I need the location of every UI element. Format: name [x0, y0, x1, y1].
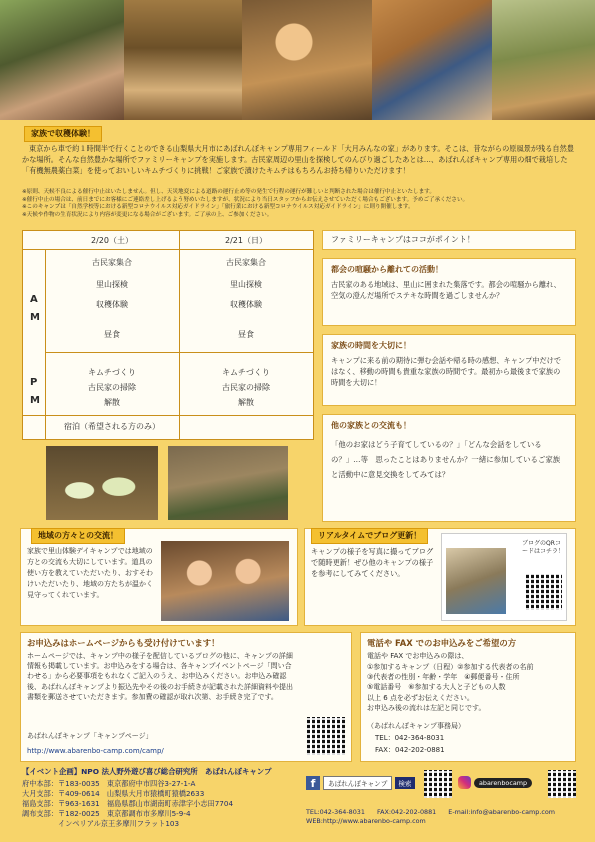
blog-body: キャンプの様子を写真に撮ってブログで随時更新！ぜひ他のキャンプの様子を参考にしてみてください。 [311, 547, 434, 578]
points-title: ファミリーキャンプはココがポイント！ [331, 235, 475, 244]
footer-tel[interactable]: TEL:042-364-8031 [306, 808, 365, 816]
local-heading: 地域の方々との交流！ [31, 528, 125, 544]
apply-web-heading: お申込みはホームページからも受け付けています！ [27, 638, 220, 648]
point-heading: 都会の喧騒から離れての活動！ [331, 265, 443, 274]
day1-am [45, 257, 179, 340]
point-body: 古民家のある地域は、里山に囲まれた集落です。都会の喧騒から離れ、空気の澄んだ場所でステキな時間を過ごしませんか？ [331, 280, 561, 300]
apply-phone-item: お申込み後の流れは左記と同じです。 [367, 703, 486, 712]
footer-offices [22, 779, 272, 829]
point-heading: 家族の時間を大切に！ [331, 341, 411, 350]
schedule-item: 昼食 [238, 330, 254, 339]
website-qr-code[interactable] [307, 717, 345, 755]
note: ※このキャンプは「自然学校等における新型コロナウイルス対応ガイドライン」「旅行業における新型コロナウイルス対応ガイドライン」に則り開催します。 [22, 204, 414, 211]
apply-phone-heading: 電話や FAX でのお申込みをご希望の方 [367, 638, 517, 648]
office-address: 大月支部：〒409-0614 山梨県大月市猿橋町猿橋2633 [22, 789, 205, 798]
schedule-item: 里山探検 [230, 280, 262, 289]
footer-fax: FAX:042-202-0881 [376, 808, 437, 816]
schedule-item: 里山探検 [96, 280, 128, 289]
day1-pm [45, 365, 179, 410]
photo-children-nabe [161, 541, 289, 621]
stay-row: 宿泊（希望される方のみ） [64, 422, 160, 431]
office-tel[interactable]: TEL：042-364-8031 [375, 734, 445, 742]
point-heading: 他の家族との交流も！ [331, 421, 411, 430]
blog-preview [446, 548, 506, 614]
footer-email[interactable]: E-mail:info@abarenbo-camp.com [448, 808, 556, 816]
photo-field [168, 446, 288, 520]
apply-phone-item: 以上 6 点を必ずお伝えください。 [367, 693, 474, 702]
photo-child-tool [492, 0, 595, 120]
schedule-table [22, 230, 314, 440]
pm-label: P M [30, 377, 40, 406]
point-card [322, 414, 576, 522]
instagram-link[interactable] [458, 776, 532, 789]
point-card [322, 258, 576, 326]
schedule-item: 昼食 [104, 330, 120, 339]
points-title-box [322, 230, 576, 250]
local-body: 家族で里山体験デイキャンプでは地域の方との交流も大切にしています。道具の使い方を教えていただいたり、おすそわけいただいたり、地域の方たちが温かく見守ってくれています。 [27, 547, 153, 599]
intro-paragraph: 東京から車で約１時間半で行くことのできる山梨県大月市にあばれんぼキャンプ専用フィールド「大月みんなの家」があります。そこは、昔ながらの原風景が残る自然豊かな場所。そんな自然豊かな場所でファミリーキャンプを実施します。古民家周辺の里山を探検してのんびり過ごしたあとは…、あばれんぼキャンプ専用の畑で栽培した「有機無農薬白菜」を使っておいしいキムチづくりに挑戦！ご家族で漬けたキムチはもちろんお持ち帰りいただけます！ [22, 144, 574, 175]
schedule-item: 古民家の掃除 [88, 383, 136, 392]
apply-phone-items [367, 662, 573, 713]
footer-contact [306, 808, 576, 826]
office-fax: FAX：042-202-0881 [375, 746, 445, 754]
schedule-item: 古民家集合 [92, 258, 132, 267]
divider [45, 352, 313, 353]
schedule-item: 古民家集合 [226, 258, 266, 267]
divider [23, 249, 313, 250]
photo-child-vegetable [242, 0, 372, 120]
photo-family-indoor [372, 0, 492, 120]
am-label: A M [30, 294, 40, 323]
day-header-2: 2/21（日） [225, 236, 267, 245]
apply-phone-item: ⑤電話番号 ⑥参加する大人と子どもの人数 [367, 683, 506, 692]
point-body: キャンプに来る前の期待に弾む会話や帰る時の感想、キャンプ中だけではなく、移動の時間も貴重な家族の時間です。最初から最後まで家族の時間を大切に！ [331, 356, 562, 387]
office-address: 調布支部：〒182-0025 東京都調布市多摩川5-9-4 [22, 809, 191, 818]
apply-web-search-label: あばれんぼキャンプ「キャンプページ」 [27, 732, 153, 740]
photo-forest-path [124, 0, 242, 120]
instagram-icon [458, 776, 471, 789]
schedule-item: 収穫体験 [96, 300, 128, 309]
photo-cabbages [46, 446, 158, 520]
apply-phone-card [360, 632, 576, 762]
apply-phone-item: ③代表者の性別・年齢・学年 ④郵便番号・住所 [367, 673, 520, 682]
apply-web-body: ホームページでは、キャンプ中の様子を配信しているブログの他に、キャンプの詳細情報も掲載しています。お申込みをする場合は、各キャンプイベントページ「問い合わせる」から必要事項をもれなくご記入のうえ、お申込みください。お申込み確認後、あばれんぼキャンプより振込先やその後のお手続きが記載された詳細資料や提出書類を郵送させていただきます。参加費の確認が取れ次第、お手続き完了です。 [27, 652, 293, 701]
apply-web-card [20, 632, 352, 762]
instagram-qr-code[interactable] [548, 770, 576, 798]
note: ※原則、天候不良による催行中止はいたしません。但し、天災地変による道路の運行止め等の発生で行程の運行が難しいと判断された場合は催行中止といたします。 [22, 189, 435, 195]
facebook-qr-code[interactable] [424, 770, 452, 798]
schedule-item: キムチづくり [222, 368, 270, 377]
search-button[interactable]: 検索 [395, 777, 414, 789]
intro-notes [22, 189, 582, 219]
schedule-item: 古民家の掃除 [222, 383, 270, 392]
apply-phone-item: ①参加するキャンプ（日程）②参加する代表者の名前 [367, 663, 534, 671]
office-address: 福島支部：〒963-1631 福島県郡山市湖南町赤津字小志田7704 [22, 799, 234, 808]
blog-heading: リアルタイムでブログ更新！ [311, 528, 428, 544]
divider [23, 415, 313, 416]
photo-planting [0, 0, 124, 120]
schedule-item: 解散 [104, 398, 120, 407]
blog-card [304, 528, 576, 626]
facebook-link[interactable] [306, 775, 415, 791]
note: ※天候や作物の生育状況により内容が変更になる場合がございます。ご了承の上、ご参加ください。 [22, 211, 273, 218]
footer-web[interactable]: WEB:http://www.abarenbo-camp.com [306, 817, 426, 825]
schedule-item: キムチづくり [88, 368, 136, 377]
instagram-label: abarenbocamp [474, 778, 532, 788]
note: ※催行中止の場合は、前日までにお客様にご連絡差し上げるよう努めいたしますが、状況により当日スタッフからお伝えさせていただく場合もございます。予めご了承ください。 [22, 196, 469, 203]
footer-org: 【イベント企画】NPO 法人野外遊び喜び総合研究所 あばれんぼキャンプ [22, 767, 272, 776]
intro-heading: 家族で収穫体験！ [24, 126, 102, 142]
facebook-icon: f [306, 776, 320, 790]
local-card [20, 528, 298, 626]
apply-phone-intro: 電話や FAX でお申込みの際は、 [367, 652, 469, 660]
photo-blog-screenshot [441, 533, 567, 621]
point-card [322, 334, 576, 406]
day-header-1: 2/20（土） [91, 236, 133, 245]
facebook-label: あばれんぼキャンプ [323, 776, 392, 790]
day2-pm [179, 365, 313, 410]
office-address: インペリアル京王多摩川フラット103 [22, 819, 180, 828]
apply-web-url[interactable]: http://www.abarenbo-camp.com/camp/ [27, 747, 164, 755]
schedule-item: 収穫体験 [230, 300, 262, 309]
point-body: 「他のお家はどう子育てしているの？」「どんな会話をしているの？」…等 思ったことはありませんか？一緒に参加しているご家族と活動中に意見交換をしてみては？ [331, 440, 561, 479]
blog-qr-code[interactable] [526, 574, 562, 610]
blog-qr-caption: ブログのQRコードはコチラ！ [522, 540, 565, 555]
office-address: 府中本部：〒183-0035 東京都府中市四谷3-27-1-A [22, 779, 196, 788]
office-label: （あばれんぼキャンプ事務局） [367, 722, 465, 730]
day2-am [179, 257, 313, 340]
schedule-item: 解散 [238, 398, 254, 407]
